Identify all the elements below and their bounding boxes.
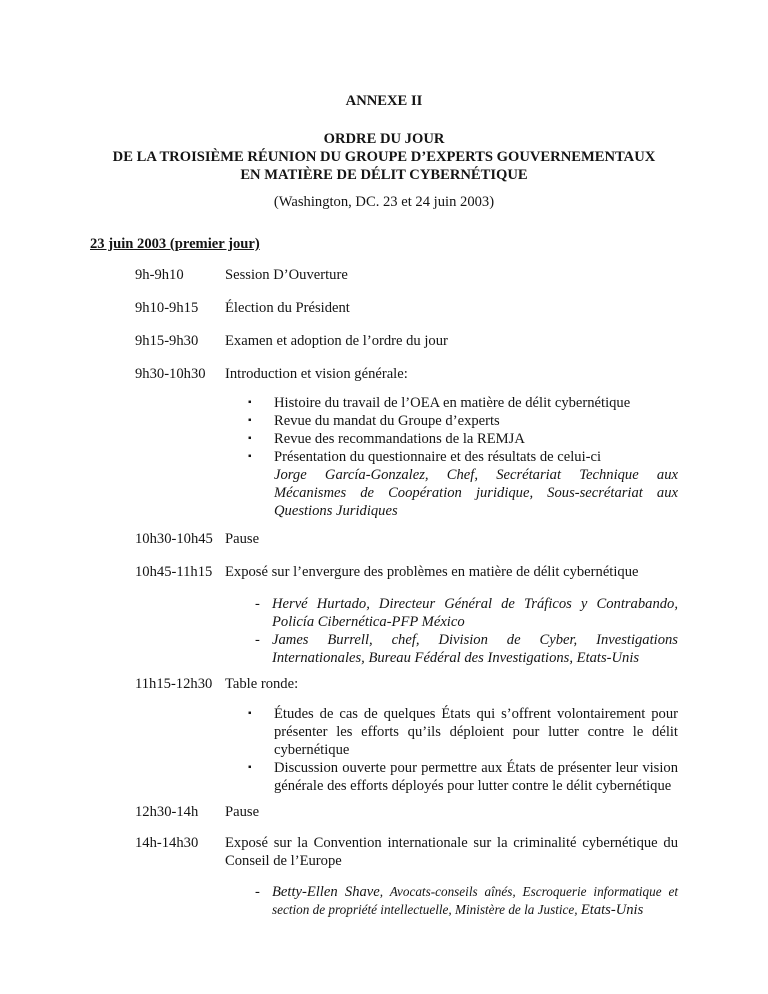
time-slot: 10h45-11h15 [135,564,213,580]
agenda-item-description: Introduction et vision générale: [225,366,408,382]
bullet-item [248,705,678,759]
square-bullet-icon: ▪ [248,708,252,719]
time-slot: 14h-14h30 [135,835,199,851]
agenda-item-description: Pause [225,804,260,820]
time-slot: 10h30-10h45 [135,531,213,547]
speaker-country: Etats-Unis [580,902,644,918]
speaker-name: Betty-Ellen Shave [272,884,380,900]
agenda-item-description: Session D’Ouverture [225,267,348,283]
bullet-list [248,394,678,520]
speaker-credit: Hervé Hurtado, Directeur Général de Tráficos y Contrabando, Policía Cibernética-PFP México [272,596,678,630]
agenda-item-description: Élection du Président [225,300,350,316]
agenda-row [90,332,678,350]
bullet-item-text: Revue des recommandations de la REMJA [274,431,525,447]
square-bullet-icon: ▪ [248,451,252,462]
document-title-line: ORDRE DU JOUR [323,131,445,147]
bullet-item [248,394,678,412]
speaker-credit: Jorge García-Gonzalez, Chef, Secrétariat Technique aux Mécanismes de Coopération juridique, Sous-secrétariat aux Questions Juridiques [274,467,678,519]
agenda-row [90,834,678,870]
square-bullet-icon: ▪ [248,415,252,426]
agenda-item-description: Examen et adoption de l’ordre du jour [225,333,448,349]
annexe-heading: ANNEXE II [345,93,423,109]
agenda-item-description: Exposé sur l’envergure des problèmes en matière de délit cybernétique [225,564,639,580]
time-slot: 11h15-12h30 [135,676,213,692]
agenda-row [90,675,678,693]
document-title-line: EN MATIÈRE DE DÉLIT CYBERNÉTIQUE [240,167,528,183]
speaker-item [255,631,678,667]
time-slot: 9h30-10h30 [135,366,206,382]
time-slot: 9h-9h10 [135,267,184,283]
document-title [90,130,678,184]
agenda-item-description: Table ronde: [225,676,299,692]
time-slot: 12h30-14h [135,804,199,820]
speaker-credit [272,883,678,919]
speaker-list [255,883,678,919]
bullet-item-text: Études de cas de quelques États qui s’offrent volontairement pour présenter les efforts qu’ils déploient pour lutter contre le délit cybernétique [274,706,678,758]
bullet-item [248,412,678,430]
bullet-item-text: Revue du mandat du Groupe d’experts [274,413,500,429]
agenda-row [90,266,678,284]
agenda-row [90,299,678,317]
agenda-item-description: Exposé sur la Convention internationale sur la criminalité cybernétique du Conseil de l’Europe [225,835,678,869]
bullet-item-text: Présentation du questionnaire et des résultats de celui-ci [274,449,602,465]
dash-icon: - [255,596,260,612]
time-slot: 9h10-9h15 [135,300,199,316]
bullet-item [248,448,678,520]
document-subtitle: (Washington, DC. 23 et 24 juin 2003) [273,194,495,210]
bullet-list [248,705,678,795]
speaker-title: , Avocats-conseils aînés, Escroquerie informatique et section de propriété intellectuelle, Ministère de la Justice, [272,884,678,917]
speaker-item [255,595,678,631]
time-slot: 9h15-9h30 [135,333,199,349]
bullet-item-text [274,448,678,520]
bullet-item-text: Discussion ouverte pour permettre aux États de présenter leur vision générale des efforts déployés pour lutter contre le délit cybernétique [274,760,678,794]
agenda-row [90,530,678,548]
speaker-credit: James Burrell, chef, Division de Cyber, Investigations Internationales, Bureau Fédéral des Investigations, Etats-Unis [272,632,678,666]
square-bullet-icon: ▪ [248,433,252,444]
agenda-row [90,803,678,821]
day-heading: 23 juin 2003 (premier jour) [90,236,260,252]
dash-icon: - [255,632,260,648]
agenda-row [90,365,678,383]
document-title-line: DE LA TROISIÈME RÉUNION DU GROUPE D’EXPERTS GOUVERNEMENTAUX [112,149,656,165]
agenda-row [90,563,678,581]
speaker-list [255,595,678,667]
square-bullet-icon: ▪ [248,397,252,408]
agenda-item-description: Pause [225,531,260,547]
square-bullet-icon: ▪ [248,762,252,773]
speaker-item [255,883,678,919]
dash-icon: - [255,884,260,900]
bullet-item-text: Histoire du travail de l’OEA en matière de délit cybernétique [274,395,631,411]
bullet-item [248,430,678,448]
bullet-item [248,759,678,795]
